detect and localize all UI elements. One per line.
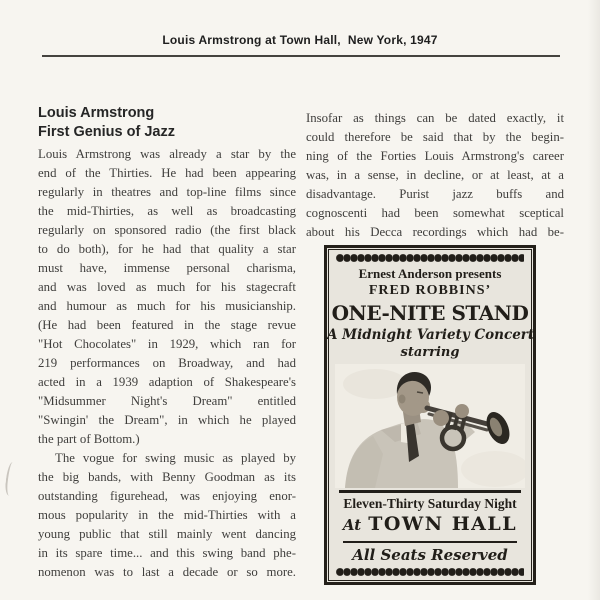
page-header-title: Louis Armstrong at Town Hall, New York, 1947 bbox=[162, 33, 438, 47]
left-column bbox=[38, 104, 296, 582]
text-line: and was loved as much for his stagecraft bbox=[38, 280, 296, 294]
text-line: "Swingin' the Dream", in which he played bbox=[38, 413, 296, 427]
text-line: to do both), for he had that quality a star bbox=[38, 242, 296, 256]
poster-divider-rule-1 bbox=[339, 490, 521, 493]
text-line: regularly in theatres and top-line films since bbox=[38, 185, 296, 199]
poster-starring-line: starring bbox=[400, 345, 460, 360]
poster-presenter-line: Ernest Anderson presents bbox=[358, 266, 502, 281]
poster-venue-name: TOWN HALL bbox=[368, 513, 518, 535]
text-line: (He had been featured in the stage revue bbox=[38, 318, 296, 332]
right-column bbox=[306, 104, 564, 585]
scallop-border-top bbox=[336, 254, 524, 262]
text-line: regularly on sponsored radio (the first black bbox=[38, 223, 296, 237]
scallop-border-bottom bbox=[336, 568, 524, 576]
poster-headliner-line: FRED ROBBINS’ bbox=[368, 283, 492, 298]
text-line: the big bands, with Benny Goodman as its bbox=[38, 470, 296, 484]
text-line: Louis Armstrong was already a star by the bbox=[38, 147, 296, 161]
text-line: outstanding figurehead, was enjoying enor- bbox=[38, 489, 296, 503]
text-line: cognoscenti had been somewhat sceptical bbox=[306, 206, 564, 220]
left-paragraph-1 bbox=[38, 145, 296, 449]
article-heading-line-1: Louis Armstrong bbox=[38, 105, 155, 121]
text-line: acted in a 1939 adaption of Shakespeare's bbox=[38, 375, 296, 389]
concert-poster bbox=[324, 245, 536, 585]
poster-divider-rule-2 bbox=[343, 541, 517, 543]
scan-artifact-mark bbox=[4, 462, 17, 497]
text-line: must have, immense personal charisma, bbox=[38, 261, 296, 275]
text-line: nomenon was to last a decade or so more. bbox=[38, 565, 296, 579]
text-line: "Midsummer Night's Dream" entitled bbox=[38, 394, 296, 408]
poster-venue-prefix: At bbox=[342, 516, 362, 534]
article-heading bbox=[38, 104, 296, 142]
text-line: ning of the Forties Louis Armstrong's career bbox=[306, 149, 564, 163]
left-paragraph-2 bbox=[38, 449, 296, 582]
right-paragraph-1 bbox=[306, 109, 564, 242]
text-line: in its spare time... and this swing band phe- bbox=[38, 546, 296, 560]
text-line: mous popularity in the mid-Thirties with a bbox=[38, 508, 296, 522]
text-line: end of the Thirties. He had been appearing bbox=[38, 166, 296, 180]
text-line: The vogue for swing music as played by bbox=[55, 451, 296, 465]
page-edge-shading bbox=[588, 0, 600, 600]
text-line: "Hot Chocolates" in 1929, which ran for bbox=[38, 337, 296, 351]
text-line: and humour as much for his musicianship. bbox=[38, 299, 296, 313]
text-line: young public that still mainly went dancing bbox=[38, 527, 296, 541]
text-line: was, in a sense, in decline, or at least, at a bbox=[306, 168, 564, 182]
text-line: could therefore be said that by the begin- bbox=[306, 130, 564, 144]
article-heading-line-2: First Genius of Jazz bbox=[38, 124, 175, 140]
text-line: the part of Bottom.) bbox=[38, 432, 140, 446]
header-rule bbox=[42, 55, 560, 57]
poster-time-line: Eleven-Thirty Saturday Night bbox=[343, 496, 517, 511]
text-line: 219 performances on Broadway, and had bbox=[38, 356, 296, 370]
poster-venue-line bbox=[327, 512, 533, 538]
text-line: about his Decca recordings which had be- bbox=[306, 225, 564, 239]
poster-title: ONE-NITE STAND bbox=[331, 301, 529, 325]
poster-subtitle: A Midnight Variety Concert bbox=[327, 327, 535, 343]
poster-seats-line: All Seats Reserved bbox=[352, 546, 508, 564]
text-line: the mid-Thirties, as well as broadcasting bbox=[38, 204, 296, 218]
text-line: Insofar as things can be dated exactly, it bbox=[306, 111, 564, 125]
armstrong-trumpet-photo bbox=[335, 364, 525, 488]
text-line: disadvantage. Purist jazz buffs and bbox=[306, 187, 564, 201]
